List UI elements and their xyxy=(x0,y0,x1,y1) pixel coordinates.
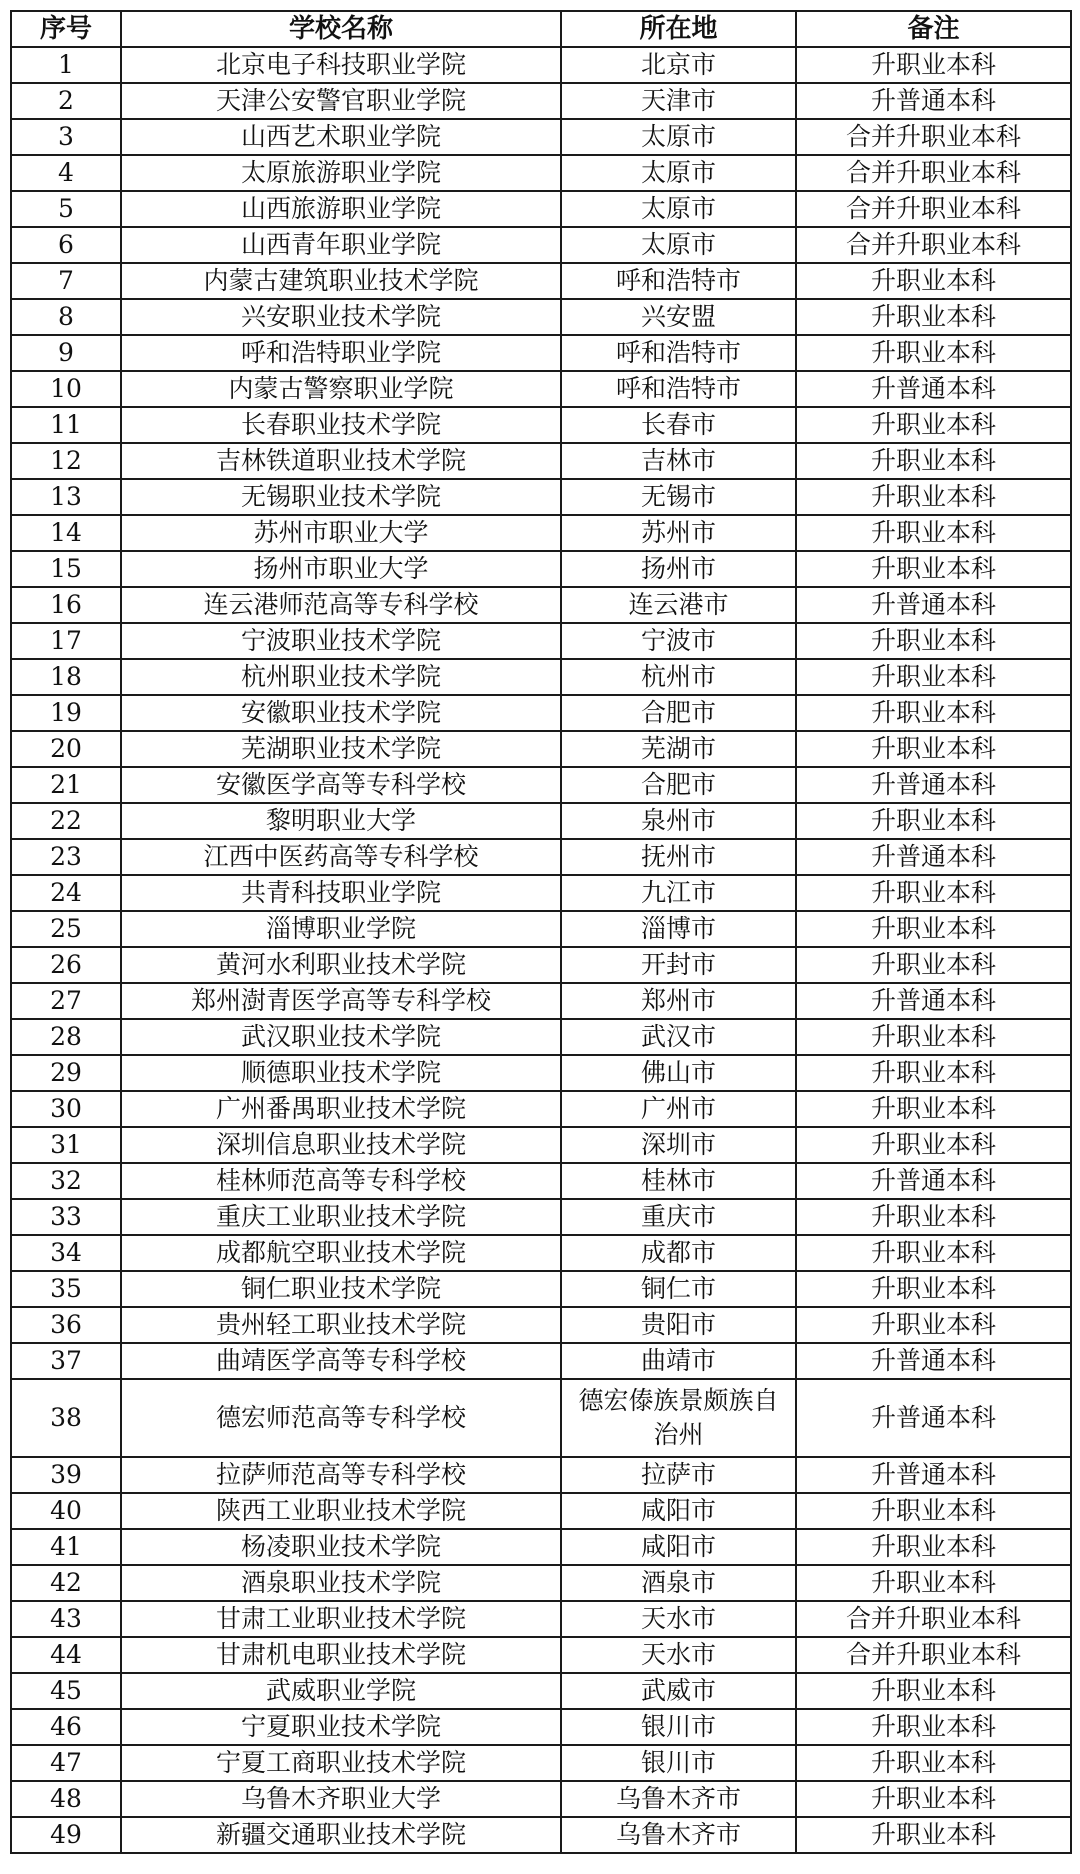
location-cell: 郑州市 xyxy=(561,983,796,1019)
row-num-cell: 18 xyxy=(11,659,121,695)
location-cell: 咸阳市 xyxy=(561,1529,796,1565)
location-cell: 合肥市 xyxy=(561,695,796,731)
row-num-cell: 49 xyxy=(11,1817,121,1853)
row-num-cell: 1 xyxy=(11,47,121,83)
location-cell: 深圳市 xyxy=(561,1127,796,1163)
note-cell: 升职业本科 xyxy=(796,407,1071,443)
location-cell: 太原市 xyxy=(561,119,796,155)
school-name-cell: 安徽职业技术学院 xyxy=(121,695,561,731)
school-name-cell: 甘肃机电职业技术学院 xyxy=(121,1637,561,1673)
note-cell: 升普通本科 xyxy=(796,1457,1071,1493)
table-row xyxy=(11,1493,1071,1529)
location-cell: 曲靖市 xyxy=(561,1343,796,1379)
school-name-cell: 拉萨师范高等专科学校 xyxy=(121,1457,561,1493)
row-num-cell: 39 xyxy=(11,1457,121,1493)
row-num-cell: 12 xyxy=(11,443,121,479)
row-num-cell: 14 xyxy=(11,515,121,551)
note-cell: 升职业本科 xyxy=(796,1127,1071,1163)
school-name-cell: 贵州轻工职业技术学院 xyxy=(121,1307,561,1343)
location-cell: 银川市 xyxy=(561,1745,796,1781)
note-cell: 升职业本科 xyxy=(796,443,1071,479)
table-row xyxy=(11,1529,1071,1565)
location-cell: 无锡市 xyxy=(561,479,796,515)
location-cell: 武汉市 xyxy=(561,1019,796,1055)
row-num-cell: 38 xyxy=(11,1379,121,1457)
note-cell: 升职业本科 xyxy=(796,1271,1071,1307)
note-cell: 升职业本科 xyxy=(796,299,1071,335)
location-cell: 呼和浩特市 xyxy=(561,263,796,299)
location-cell: 成都市 xyxy=(561,1235,796,1271)
table-row xyxy=(11,1307,1071,1343)
table-row xyxy=(11,299,1071,335)
school-name-cell: 乌鲁木齐职业大学 xyxy=(121,1781,561,1817)
note-cell: 升职业本科 xyxy=(796,1091,1071,1127)
table-row xyxy=(11,983,1071,1019)
school-name-cell: 太原旅游职业学院 xyxy=(121,155,561,191)
table-row xyxy=(11,1637,1071,1673)
location-cell: 呼和浩特市 xyxy=(561,335,796,371)
row-num-cell: 40 xyxy=(11,1493,121,1529)
table-row xyxy=(11,1379,1071,1457)
school-name-cell: 顺德职业技术学院 xyxy=(121,1055,561,1091)
note-cell: 升职业本科 xyxy=(796,263,1071,299)
note-cell: 升职业本科 xyxy=(796,1055,1071,1091)
note-cell: 升职业本科 xyxy=(796,551,1071,587)
note-cell: 升职业本科 xyxy=(796,695,1071,731)
note-cell: 升职业本科 xyxy=(796,1565,1071,1601)
location-cell: 天水市 xyxy=(561,1601,796,1637)
table-row xyxy=(11,227,1071,263)
note-cell: 升职业本科 xyxy=(796,911,1071,947)
location-cell: 合肥市 xyxy=(561,767,796,803)
school-name-cell: 酒泉职业技术学院 xyxy=(121,1565,561,1601)
table-row xyxy=(11,407,1071,443)
school-name-cell: 德宏师范高等专科学校 xyxy=(121,1379,561,1457)
row-num-cell: 36 xyxy=(11,1307,121,1343)
note-cell: 升普通本科 xyxy=(796,1343,1071,1379)
row-num-cell: 35 xyxy=(11,1271,121,1307)
row-num-cell: 13 xyxy=(11,479,121,515)
school-name-cell: 广州番禺职业技术学院 xyxy=(121,1091,561,1127)
table-row xyxy=(11,1565,1071,1601)
location-cell: 兴安盟 xyxy=(561,299,796,335)
location-cell: 乌鲁木齐市 xyxy=(561,1781,796,1817)
location-cell: 北京市 xyxy=(561,47,796,83)
school-name-cell: 新疆交通职业技术学院 xyxy=(121,1817,561,1853)
note-cell: 升职业本科 xyxy=(796,1673,1071,1709)
location-cell: 酒泉市 xyxy=(561,1565,796,1601)
row-num-cell: 11 xyxy=(11,407,121,443)
table-row xyxy=(11,515,1071,551)
table-row xyxy=(11,803,1071,839)
school-name-cell: 宁夏工商职业技术学院 xyxy=(121,1745,561,1781)
row-num-cell: 43 xyxy=(11,1601,121,1637)
location-cell: 苏州市 xyxy=(561,515,796,551)
note-cell: 升职业本科 xyxy=(796,335,1071,371)
row-num-cell: 26 xyxy=(11,947,121,983)
row-num-cell: 41 xyxy=(11,1529,121,1565)
row-num-cell: 24 xyxy=(11,875,121,911)
note-cell: 升职业本科 xyxy=(796,875,1071,911)
table-row xyxy=(11,767,1071,803)
row-num-cell: 45 xyxy=(11,1673,121,1709)
table-row xyxy=(11,1271,1071,1307)
row-num-cell: 8 xyxy=(11,299,121,335)
note-cell: 合并升职业本科 xyxy=(796,1601,1071,1637)
row-num-cell: 2 xyxy=(11,83,121,119)
location-cell: 乌鲁木齐市 xyxy=(561,1817,796,1853)
note-cell: 升职业本科 xyxy=(796,1199,1071,1235)
location-cell: 武威市 xyxy=(561,1673,796,1709)
location-cell: 淄博市 xyxy=(561,911,796,947)
note-cell: 升职业本科 xyxy=(796,47,1071,83)
note-cell: 升职业本科 xyxy=(796,731,1071,767)
location-cell: 长春市 xyxy=(561,407,796,443)
row-num-cell: 7 xyxy=(11,263,121,299)
school-name-cell: 武汉职业技术学院 xyxy=(121,1019,561,1055)
row-num-cell: 25 xyxy=(11,911,121,947)
row-num-cell: 6 xyxy=(11,227,121,263)
location-cell: 重庆市 xyxy=(561,1199,796,1235)
school-name-cell: 内蒙古警察职业学院 xyxy=(121,371,561,407)
table-row xyxy=(11,155,1071,191)
location-cell: 天津市 xyxy=(561,83,796,119)
note-cell: 升职业本科 xyxy=(796,659,1071,695)
row-num-cell: 28 xyxy=(11,1019,121,1055)
header-location: 所在地 xyxy=(561,11,796,47)
table-row xyxy=(11,1019,1071,1055)
location-cell: 杭州市 xyxy=(561,659,796,695)
note-cell: 升职业本科 xyxy=(796,1781,1071,1817)
table-row xyxy=(11,1817,1071,1853)
school-name-cell: 黄河水利职业技术学院 xyxy=(121,947,561,983)
school-name-cell: 宁波职业技术学院 xyxy=(121,623,561,659)
location-cell: 咸阳市 xyxy=(561,1493,796,1529)
row-num-cell: 4 xyxy=(11,155,121,191)
location-cell: 扬州市 xyxy=(561,551,796,587)
table-row xyxy=(11,1343,1071,1379)
location-cell: 太原市 xyxy=(561,191,796,227)
header-note: 备注 xyxy=(796,11,1071,47)
row-num-cell: 21 xyxy=(11,767,121,803)
table-row xyxy=(11,371,1071,407)
location-cell: 吉林市 xyxy=(561,443,796,479)
note-cell: 合并升职业本科 xyxy=(796,119,1071,155)
note-cell: 升职业本科 xyxy=(796,623,1071,659)
location-cell: 天水市 xyxy=(561,1637,796,1673)
row-num-cell: 31 xyxy=(11,1127,121,1163)
note-cell: 升普通本科 xyxy=(796,767,1071,803)
location-cell: 拉萨市 xyxy=(561,1457,796,1493)
table-row xyxy=(11,1127,1071,1163)
row-num-cell: 5 xyxy=(11,191,121,227)
table-row xyxy=(11,659,1071,695)
school-name-cell: 杭州职业技术学院 xyxy=(121,659,561,695)
row-num-cell: 9 xyxy=(11,335,121,371)
table-row xyxy=(11,1055,1071,1091)
table-row xyxy=(11,1235,1071,1271)
row-num-cell: 29 xyxy=(11,1055,121,1091)
row-num-cell: 42 xyxy=(11,1565,121,1601)
table-row xyxy=(11,1781,1071,1817)
school-name-cell: 曲靖医学高等专科学校 xyxy=(121,1343,561,1379)
school-name-cell: 杨凌职业技术学院 xyxy=(121,1529,561,1565)
row-num-cell: 32 xyxy=(11,1163,121,1199)
table-row xyxy=(11,947,1071,983)
school-name-cell: 苏州市职业大学 xyxy=(121,515,561,551)
row-num-cell: 44 xyxy=(11,1637,121,1673)
location-cell: 宁波市 xyxy=(561,623,796,659)
school-name-cell: 重庆工业职业技术学院 xyxy=(121,1199,561,1235)
location-cell: 铜仁市 xyxy=(561,1271,796,1307)
location-cell: 呼和浩特市 xyxy=(561,371,796,407)
note-cell: 升职业本科 xyxy=(796,1307,1071,1343)
row-num-cell: 17 xyxy=(11,623,121,659)
table-row xyxy=(11,47,1071,83)
school-name-cell: 武威职业学院 xyxy=(121,1673,561,1709)
table-row xyxy=(11,623,1071,659)
location-cell: 桂林市 xyxy=(561,1163,796,1199)
row-num-cell: 27 xyxy=(11,983,121,1019)
row-num-cell: 23 xyxy=(11,839,121,875)
row-num-cell: 48 xyxy=(11,1781,121,1817)
school-name-cell: 桂林师范高等专科学校 xyxy=(121,1163,561,1199)
note-cell: 升普通本科 xyxy=(796,983,1071,1019)
table-row xyxy=(11,839,1071,875)
location-cell: 太原市 xyxy=(561,227,796,263)
school-name-cell: 山西艺术职业学院 xyxy=(121,119,561,155)
location-cell: 太原市 xyxy=(561,155,796,191)
note-cell: 升职业本科 xyxy=(796,1235,1071,1271)
location-cell: 德宏傣族景颇族自治州 xyxy=(561,1379,796,1457)
header-school-name: 学校名称 xyxy=(121,11,561,47)
location-cell: 芜湖市 xyxy=(561,731,796,767)
table-row xyxy=(11,1745,1071,1781)
note-cell: 合并升职业本科 xyxy=(796,227,1071,263)
school-name-cell: 共青科技职业学院 xyxy=(121,875,561,911)
school-name-cell: 长春职业技术学院 xyxy=(121,407,561,443)
row-num-cell: 3 xyxy=(11,119,121,155)
table-row xyxy=(11,875,1071,911)
location-cell: 九江市 xyxy=(561,875,796,911)
school-name-cell: 连云港师范高等专科学校 xyxy=(121,587,561,623)
table-body xyxy=(11,47,1071,1853)
row-num-cell: 16 xyxy=(11,587,121,623)
school-name-cell: 山西青年职业学院 xyxy=(121,227,561,263)
table-row xyxy=(11,1601,1071,1637)
note-cell: 合并升职业本科 xyxy=(796,155,1071,191)
table-row xyxy=(11,1091,1071,1127)
note-cell: 升普通本科 xyxy=(796,371,1071,407)
note-cell: 升职业本科 xyxy=(796,479,1071,515)
row-num-cell: 15 xyxy=(11,551,121,587)
table-row xyxy=(11,443,1071,479)
location-cell: 银川市 xyxy=(561,1709,796,1745)
school-name-cell: 深圳信息职业技术学院 xyxy=(121,1127,561,1163)
note-cell: 升职业本科 xyxy=(796,1529,1071,1565)
location-cell: 泉州市 xyxy=(561,803,796,839)
school-name-cell: 北京电子科技职业学院 xyxy=(121,47,561,83)
school-name-cell: 宁夏职业技术学院 xyxy=(121,1709,561,1745)
row-num-cell: 30 xyxy=(11,1091,121,1127)
table-row xyxy=(11,1673,1071,1709)
row-num-cell: 46 xyxy=(11,1709,121,1745)
note-cell: 升职业本科 xyxy=(796,1709,1071,1745)
table-row xyxy=(11,695,1071,731)
row-num-cell: 20 xyxy=(11,731,121,767)
table-row xyxy=(11,731,1071,767)
note-cell: 升职业本科 xyxy=(796,803,1071,839)
location-cell: 贵阳市 xyxy=(561,1307,796,1343)
location-cell: 开封市 xyxy=(561,947,796,983)
table-row xyxy=(11,1709,1071,1745)
row-num-cell: 10 xyxy=(11,371,121,407)
table-row xyxy=(11,587,1071,623)
school-name-cell: 安徽医学高等专科学校 xyxy=(121,767,561,803)
school-name-cell: 兴安职业技术学院 xyxy=(121,299,561,335)
school-name-cell: 淄博职业学院 xyxy=(121,911,561,947)
school-name-cell: 铜仁职业技术学院 xyxy=(121,1271,561,1307)
row-num-cell: 19 xyxy=(11,695,121,731)
note-cell: 升职业本科 xyxy=(796,515,1071,551)
school-name-cell: 江西中医药高等专科学校 xyxy=(121,839,561,875)
table-header-row xyxy=(11,11,1071,47)
school-name-cell: 成都航空职业技术学院 xyxy=(121,1235,561,1271)
table-row xyxy=(11,119,1071,155)
table-row xyxy=(11,263,1071,299)
table-row xyxy=(11,551,1071,587)
row-num-cell: 22 xyxy=(11,803,121,839)
row-num-cell: 37 xyxy=(11,1343,121,1379)
school-name-cell: 黎明职业大学 xyxy=(121,803,561,839)
school-name-cell: 郑州澍青医学高等专科学校 xyxy=(121,983,561,1019)
location-cell: 连云港市 xyxy=(561,587,796,623)
note-cell: 升职业本科 xyxy=(796,947,1071,983)
school-name-cell: 无锡职业技术学院 xyxy=(121,479,561,515)
school-table-container xyxy=(10,10,1070,1854)
note-cell: 升职业本科 xyxy=(796,1493,1071,1529)
location-cell: 广州市 xyxy=(561,1091,796,1127)
note-cell: 升职业本科 xyxy=(796,1019,1071,1055)
location-cell: 抚州市 xyxy=(561,839,796,875)
table-row xyxy=(11,479,1071,515)
location-cell: 佛山市 xyxy=(561,1055,796,1091)
school-name-cell: 甘肃工业职业技术学院 xyxy=(121,1601,561,1637)
note-cell: 升普通本科 xyxy=(796,839,1071,875)
table-row xyxy=(11,335,1071,371)
school-name-cell: 山西旅游职业学院 xyxy=(121,191,561,227)
note-cell: 升职业本科 xyxy=(796,1817,1071,1853)
school-name-cell: 吉林铁道职业技术学院 xyxy=(121,443,561,479)
note-cell: 合并升职业本科 xyxy=(796,1637,1071,1673)
school-name-cell: 扬州市职业大学 xyxy=(121,551,561,587)
school-table xyxy=(10,10,1072,1854)
table-row xyxy=(11,191,1071,227)
note-cell: 升普通本科 xyxy=(796,1379,1071,1457)
note-cell: 合并升职业本科 xyxy=(796,191,1071,227)
row-num-cell: 33 xyxy=(11,1199,121,1235)
row-num-cell: 34 xyxy=(11,1235,121,1271)
note-cell: 升普通本科 xyxy=(796,1163,1071,1199)
note-cell: 升普通本科 xyxy=(796,587,1071,623)
school-name-cell: 陕西工业职业技术学院 xyxy=(121,1493,561,1529)
table-row xyxy=(11,1457,1071,1493)
note-cell: 升普通本科 xyxy=(796,83,1071,119)
school-name-cell: 天津公安警官职业学院 xyxy=(121,83,561,119)
row-num-cell: 47 xyxy=(11,1745,121,1781)
table-row xyxy=(11,1199,1071,1235)
header-num: 序号 xyxy=(11,11,121,47)
school-name-cell: 呼和浩特职业学院 xyxy=(121,335,561,371)
table-row xyxy=(11,83,1071,119)
school-name-cell: 内蒙古建筑职业技术学院 xyxy=(121,263,561,299)
school-name-cell: 芜湖职业技术学院 xyxy=(121,731,561,767)
table-row xyxy=(11,911,1071,947)
note-cell: 升职业本科 xyxy=(796,1745,1071,1781)
table-row xyxy=(11,1163,1071,1199)
